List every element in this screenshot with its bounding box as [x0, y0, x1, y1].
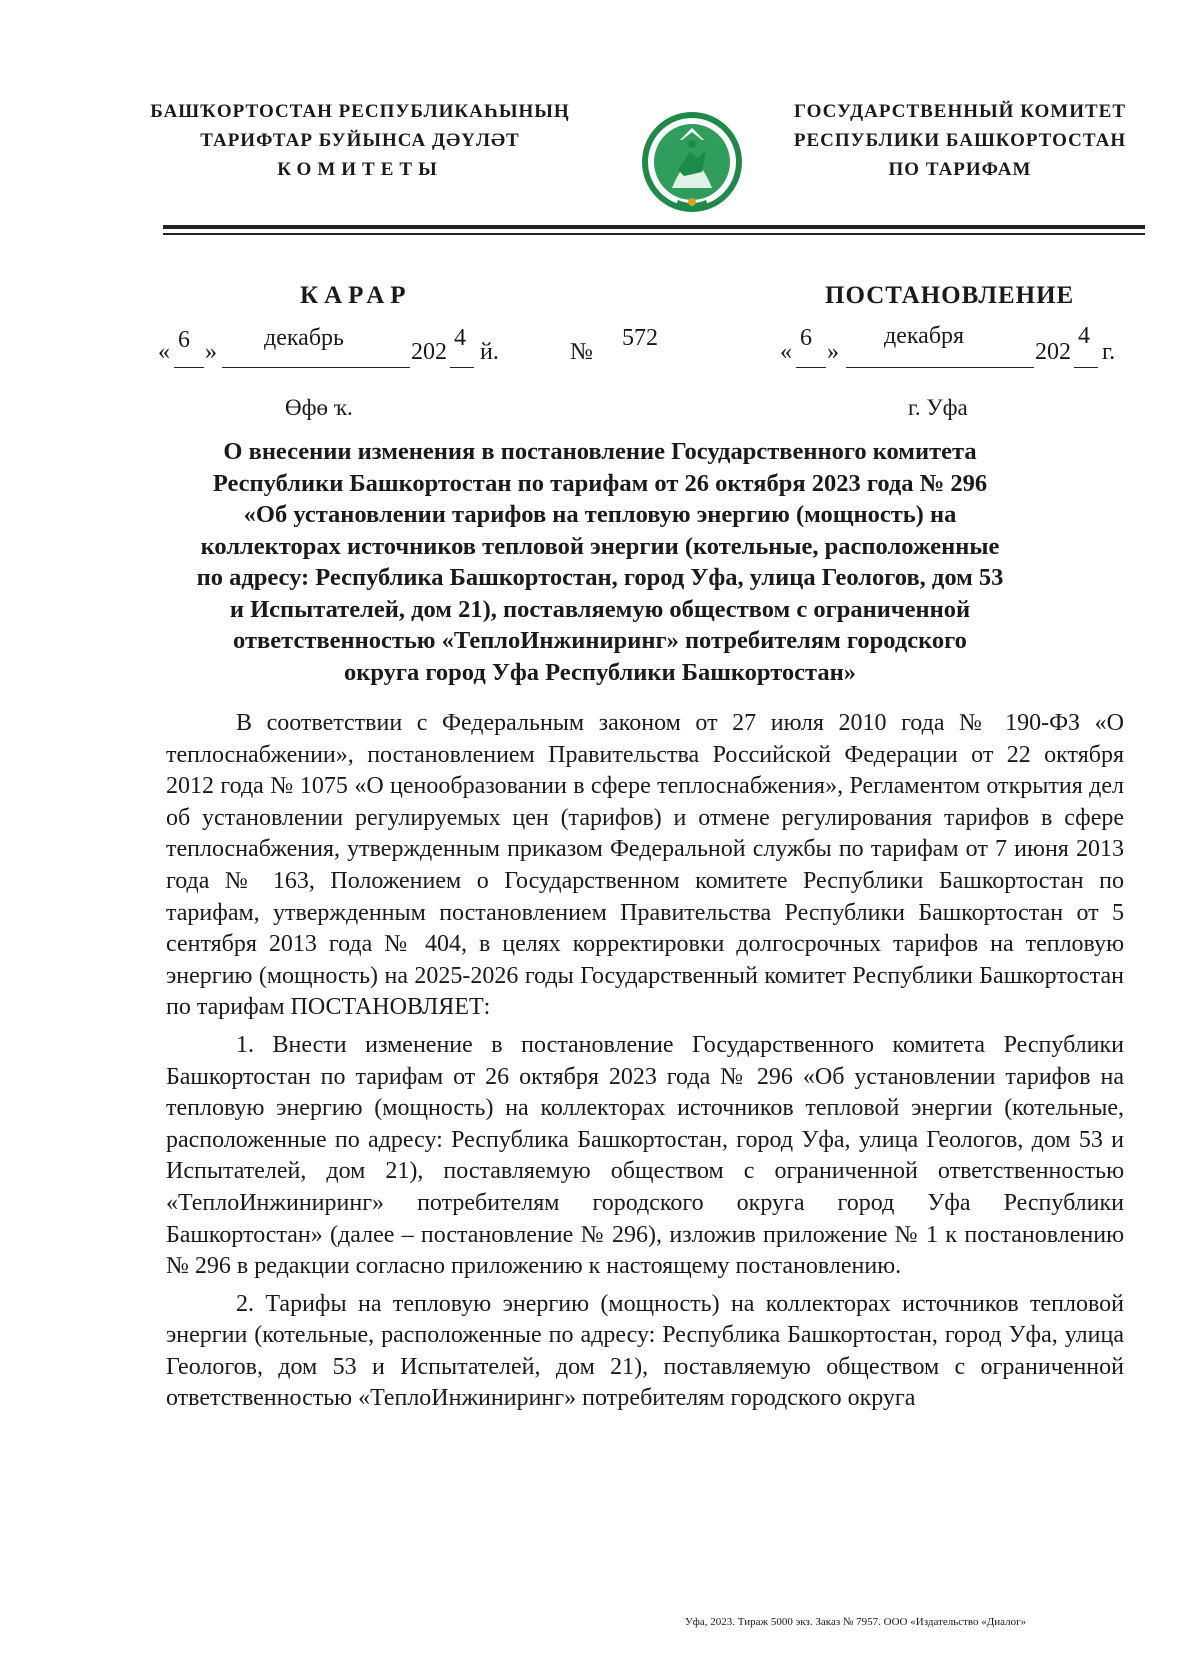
quote-open: « [780, 339, 792, 365]
date-day: 6 [800, 325, 812, 351]
date-year-digit: 4 [454, 325, 466, 351]
quote-open: « [158, 339, 170, 365]
subject-line: и Испытателей, дом 21), поставляемую обществом с ограниченной [229, 595, 971, 623]
header-left-line: ТАРИФТАР БУЙЫНСА ДӘҮЛӘТ [200, 130, 520, 151]
subject-line: по адресу: Республика Башкортостан, город Уфа, улица Геологов, дом 53 [196, 564, 1004, 591]
subject-line: коллекторах источников тепловой энергии (котельные, расположенные [200, 532, 1000, 560]
place-left: Өфө ҡ. [285, 395, 353, 420]
paragraph-item-1: 1. Внести изменение в постановление Государственного комитета Республики Башкортостан по тарифам от 26 октября 2023 года № 296 «Об установлении тарифов на тепловую энергию (мощность) на коллекторах источников тепловой энергии (котельные, расположенные по адресу: Республика Башкортостан, город Уфа, улица Геологов, дом 53 и Испытателей, дом 21), поставляемую обществом с ограниченной ответственностью «ТеплоИнжиниринг» потребителям городского округа город Уфа Республики Башкортостан» (далее – постановление № 296), изложив приложение № 1 к постановлению № 296 в редакции согласно приложению к настоящему постановлению. [166, 1031, 1124, 1280]
date-left [158, 325, 518, 373]
place-right: г. Уфа [908, 395, 968, 420]
header-right-line: РЕСПУБЛИКИ БАШКОРТОСТАН [793, 130, 1127, 151]
print-imprint: Уфа, 2023. Тираж 5000 экз. Заказ № 7957. ООО «Издательство «Диалог» [685, 1616, 1027, 1628]
document-number [570, 325, 690, 373]
date-right [780, 323, 1150, 373]
number-value: 572 [622, 325, 658, 351]
coat-of-arms-emblem [640, 110, 744, 218]
header-right-line: ПО ТАРИФАМ [888, 159, 1032, 180]
date-year-prefix: 202 [1035, 339, 1071, 365]
subject-line: ответственностью «ТеплоИнжиниринг» потребителям городского [233, 627, 967, 654]
paragraph-preamble: В соответствии с Федеральным законом от 27 июля 2010 года № 190-ФЗ «О теплоснабжении», постановлением Правительства Российской Федерации от 22 октября 2012 года № 1075 «О ценообразовании в сфере теплоснабжения», Регламентом открытия дел об установлении регулируемых цен (тарифов) и отмене регулирования тарифов в сфере теплоснабжения, утвержденным приказом Федеральной службы по тарифам от 7 июня 2013 года № 163, Положением о Государственном комитете Республики Башкортостан по тарифам, утвержденным постановлением Правительства Республики Башкортостан от 5 сентября 2013 года № 404, в целях корректировки долгосрочных тарифов на тепловую энергию (мощность) на 2025-2026 годы Государственный комитет Республики Башкортостан по тарифам ПОСТАНОВЛЯЕТ: [166, 710, 1124, 1021]
document-subject [120, 436, 1080, 688]
paragraph-item-2: 2. Тарифы на тепловую энергию (мощность) на коллекторах источников тепловой энергии (котельные, расположенные по адресу: Республика Башкортостан, город Уфа, улица Геологов, дом 53 и Испытателей, дом 21), поставляемую обществом с ограниченной ответственностью «ТеплоИнжиниринг» потребителям городского округа [166, 1290, 1124, 1412]
date-suffix: г. [1102, 339, 1116, 365]
header-right-line: ГОСУДАРСТВЕННЫЙ КОМИТЕТ [793, 101, 1127, 122]
header-divider-thick [163, 225, 1145, 229]
title-karar: КАРАР [300, 282, 412, 309]
header-left-line: БАШҠОРТОСТАН РЕСПУБЛИКАҺЫНЫҢ [150, 101, 570, 122]
date-day: 6 [178, 327, 190, 353]
subject-line: «Об установлении тарифов на тепловую энергию (мощность) на [243, 501, 957, 528]
date-month: декабрь [264, 325, 344, 351]
subject-line: Республики Башкортостан по тарифам от 26 октября 2023 года № 296 [212, 469, 988, 497]
quote-close: » [827, 339, 839, 365]
document-body [166, 708, 1124, 1421]
subject-line: округа город Уфа Республики Башкортостан» [343, 658, 857, 686]
header-right-agency-name [770, 97, 1150, 184]
date-suffix: й. [480, 339, 499, 365]
quote-close: » [205, 339, 217, 365]
title-postanovlenie: ПОСТАНОВЛЕНИЕ [825, 282, 1075, 309]
date-year-prefix: 202 [411, 339, 447, 365]
header-divider-thin [163, 233, 1145, 235]
date-month: декабря [884, 323, 965, 349]
number-sign: № [570, 339, 593, 365]
header-left-agency-name [150, 97, 570, 184]
date-year-digit: 4 [1078, 323, 1090, 349]
subject-line: О внесении изменения в постановление Государственного комитета [223, 438, 977, 465]
header-left-line: КОМИТЕТЫ [277, 159, 443, 180]
